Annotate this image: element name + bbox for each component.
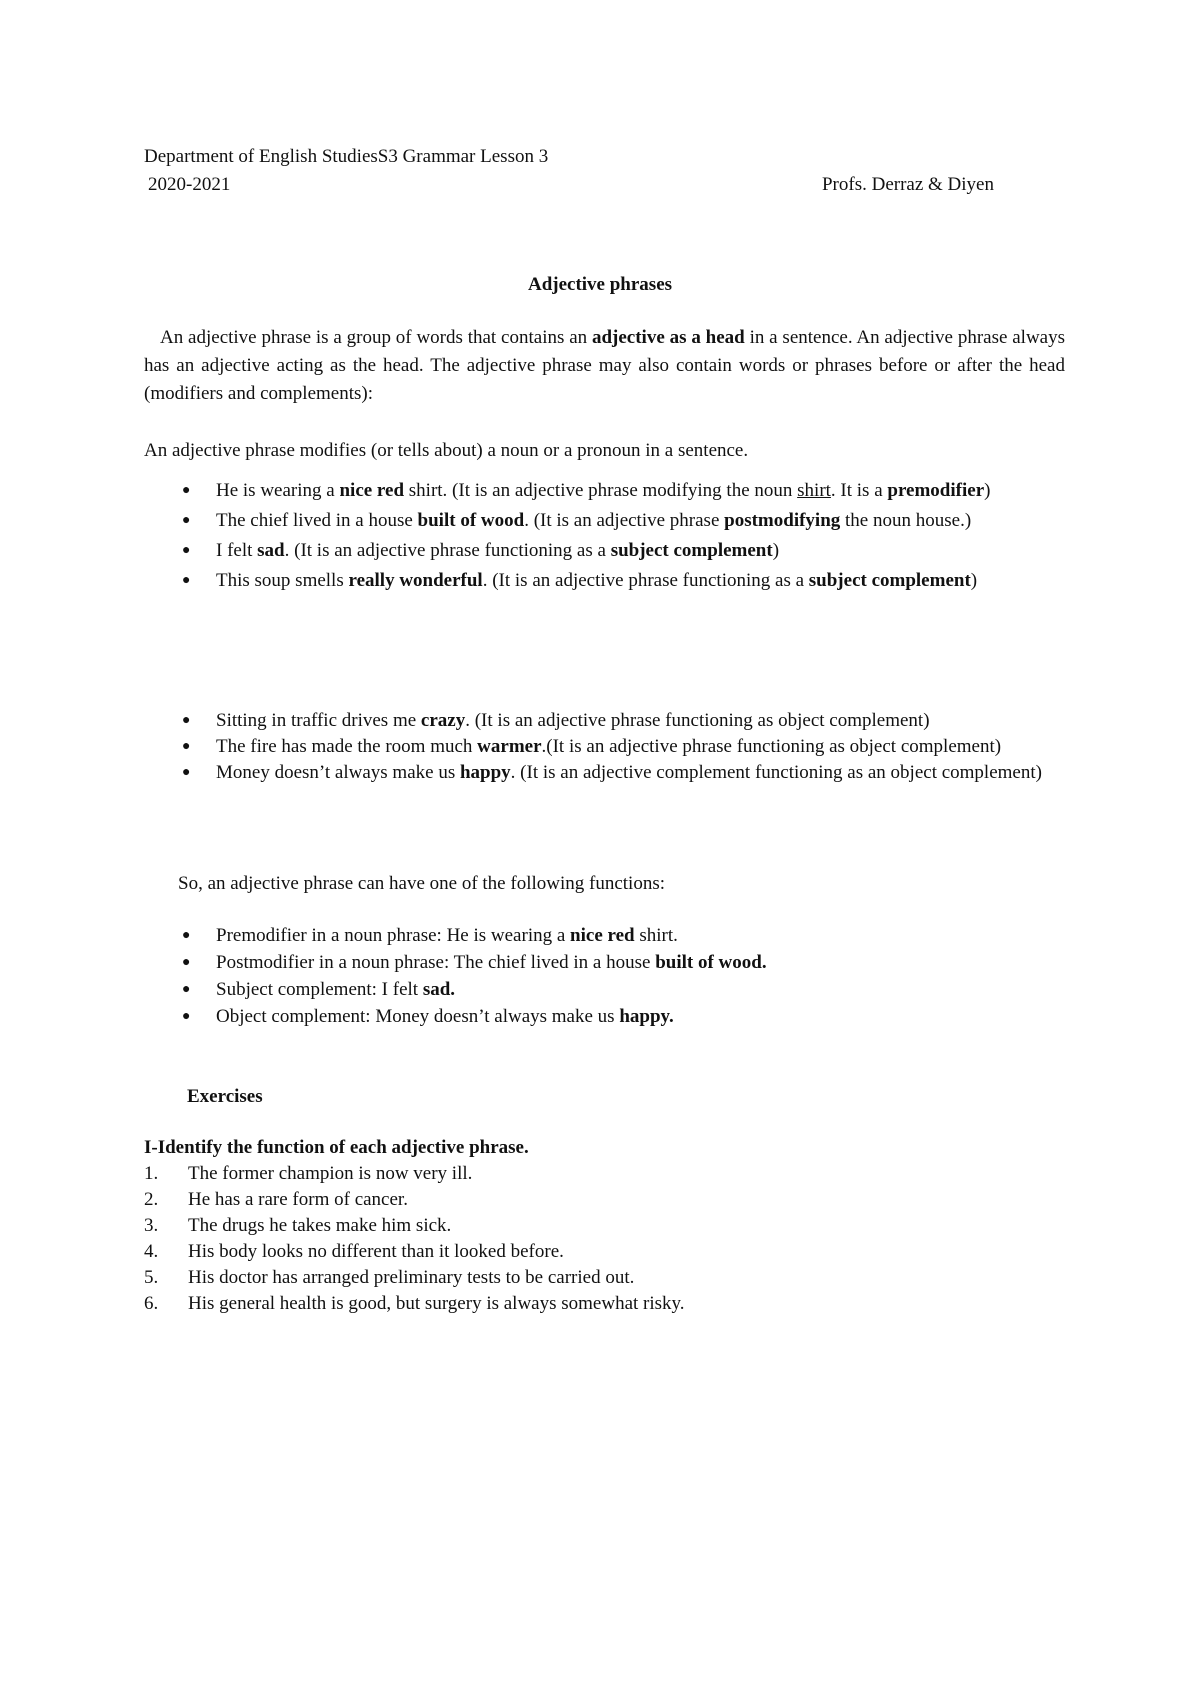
example-bold: postmodifying xyxy=(724,510,841,531)
header-department-line: Department of English StudiesS3 Grammar Lesson 3 xyxy=(144,146,549,167)
list-item xyxy=(144,1187,685,1213)
example-text: .(It is an adjective phrase functioning as object complement) xyxy=(541,736,1002,757)
bullet-icon: ● xyxy=(182,982,191,997)
function-bold: sad. xyxy=(422,979,456,1000)
list-item xyxy=(182,507,1065,535)
list-item xyxy=(182,567,1065,595)
list-item xyxy=(182,537,1065,565)
bullet-icon: ● xyxy=(182,483,191,498)
example-text: the noun house.) xyxy=(840,510,972,531)
bullet-icon: ● xyxy=(182,765,191,780)
bullet-icon: ● xyxy=(182,513,191,528)
header-year-line xyxy=(148,171,994,199)
example-text: This soup smells xyxy=(216,570,349,591)
example-text: Money doesn’t always make us xyxy=(216,762,460,783)
example-bold: warmer xyxy=(477,736,542,757)
exercise-list xyxy=(144,1161,685,1317)
item-text: He has a rare form of cancer. xyxy=(188,1189,408,1210)
list-item xyxy=(182,976,1065,1003)
intro-text-1: An adjective phrase is a group of words that contains an xyxy=(160,327,592,348)
example-bold: subject complement xyxy=(808,570,971,591)
example-text: Sitting in traffic drives me xyxy=(216,710,421,731)
list-item xyxy=(144,1213,685,1239)
bullet-icon: ● xyxy=(182,955,191,970)
example-text: He is wearing a xyxy=(216,480,340,501)
exercises-heading: Exercises xyxy=(187,1086,263,1107)
example-text: . (It is an adjective phrase xyxy=(524,510,725,531)
example-bold: happy xyxy=(459,762,511,783)
example-text: . (It is an adjective phrase functioning as object complement) xyxy=(465,710,930,731)
example-text: ) xyxy=(984,480,991,501)
item-number: 4. xyxy=(144,1241,159,1262)
example-bold: nice red xyxy=(339,480,405,501)
list-item xyxy=(182,922,1065,949)
example-bold: crazy xyxy=(420,710,466,731)
list-item xyxy=(144,1291,685,1317)
item-number: 2. xyxy=(144,1189,159,1210)
example-bold: sad xyxy=(257,540,285,561)
page-title: Adjective phrases xyxy=(527,274,673,295)
bullet-icon: ● xyxy=(182,573,191,588)
bullet-icon: ● xyxy=(182,713,191,728)
example-text: ) xyxy=(772,540,780,561)
bullet-icon: ● xyxy=(182,739,191,754)
list-item xyxy=(182,949,1065,976)
example-text: . It is a xyxy=(830,480,888,501)
bullet-icon: ● xyxy=(182,543,191,558)
list-item xyxy=(182,760,1065,786)
example-underlined: shirt xyxy=(797,480,831,501)
example-text: ) xyxy=(970,570,978,591)
example-bold: premodifier xyxy=(887,480,985,501)
list-item xyxy=(144,1161,685,1187)
item-number: 3. xyxy=(144,1215,159,1236)
function-text: shirt. xyxy=(634,925,678,946)
item-number: 1. xyxy=(144,1163,159,1184)
example-text: . (It is an adjective phrase functioning as a xyxy=(482,570,809,591)
function-bold: built of wood. xyxy=(655,952,767,973)
item-number: 6. xyxy=(144,1293,159,1314)
intro-paragraph xyxy=(144,324,1065,408)
list-item xyxy=(144,1239,685,1265)
item-text: His body looks no different than it looked before. xyxy=(188,1241,564,1262)
example-text: I felt xyxy=(216,540,258,561)
item-number: 5. xyxy=(144,1267,159,1288)
function-text: Subject complement: I felt xyxy=(216,979,423,1000)
item-text: The former champion is now very ill. xyxy=(188,1163,473,1184)
item-text: His general health is good, but surgery is always somewhat risky. xyxy=(188,1293,685,1314)
example-text: . (It is an adjective phrase functioning as a xyxy=(284,540,611,561)
example-text: . (It is an adjective complement functioning as an object complement) xyxy=(510,762,1042,783)
examples-list-2 xyxy=(182,708,1065,786)
modifies-line: An adjective phrase modifies (or tells about) a noun or a pronoun in a sentence. xyxy=(144,440,749,461)
examples-list-1 xyxy=(182,477,1065,597)
list-item xyxy=(144,1265,685,1291)
header-year: 2020-2021 xyxy=(148,174,231,195)
function-text: Object complement: Money doesn’t always make us xyxy=(216,1006,620,1027)
intro-bold: adjective as a head xyxy=(591,327,745,348)
list-item xyxy=(182,734,1065,760)
example-text: shirt. (It is an adjective phrase modifying the noun xyxy=(404,480,798,501)
example-bold: built of wood xyxy=(417,510,525,531)
list-item xyxy=(182,1003,1065,1030)
function-text: Premodifier in a noun phrase: He is wearing a xyxy=(216,925,571,946)
functions-intro-line: So, an adjective phrase can have one of the following functions: xyxy=(178,873,665,894)
bullet-icon: ● xyxy=(182,928,191,943)
list-item xyxy=(182,477,1065,505)
function-bold: nice red xyxy=(570,925,635,946)
item-text: His doctor has arranged preliminary tests to be carried out. xyxy=(188,1267,635,1288)
list-item xyxy=(182,708,1065,734)
item-text: The drugs he takes make him sick. xyxy=(188,1215,452,1236)
intro-text-2: in a sentence. An adjective phrase always has an adjective acting as the head. The adjective phrase may also contain words or phrases before or after the head (modifiers and complements): xyxy=(144,327,1066,404)
function-bold: happy. xyxy=(619,1006,674,1027)
example-bold: really wonderful xyxy=(348,570,483,591)
functions-list xyxy=(182,922,1065,1030)
example-text: The chief lived in a house xyxy=(216,510,418,531)
example-bold: subject complement xyxy=(610,540,773,561)
function-text: Postmodifier in a noun phrase: The chief lived in a house xyxy=(216,952,656,973)
example-text: The fire has made the room much xyxy=(216,736,478,757)
bullet-icon: ● xyxy=(182,1009,191,1024)
exercise-instruction: I-Identify the function of each adjective phrase. xyxy=(144,1137,529,1158)
header-authors: Profs. Derraz & Diyen xyxy=(821,174,994,195)
